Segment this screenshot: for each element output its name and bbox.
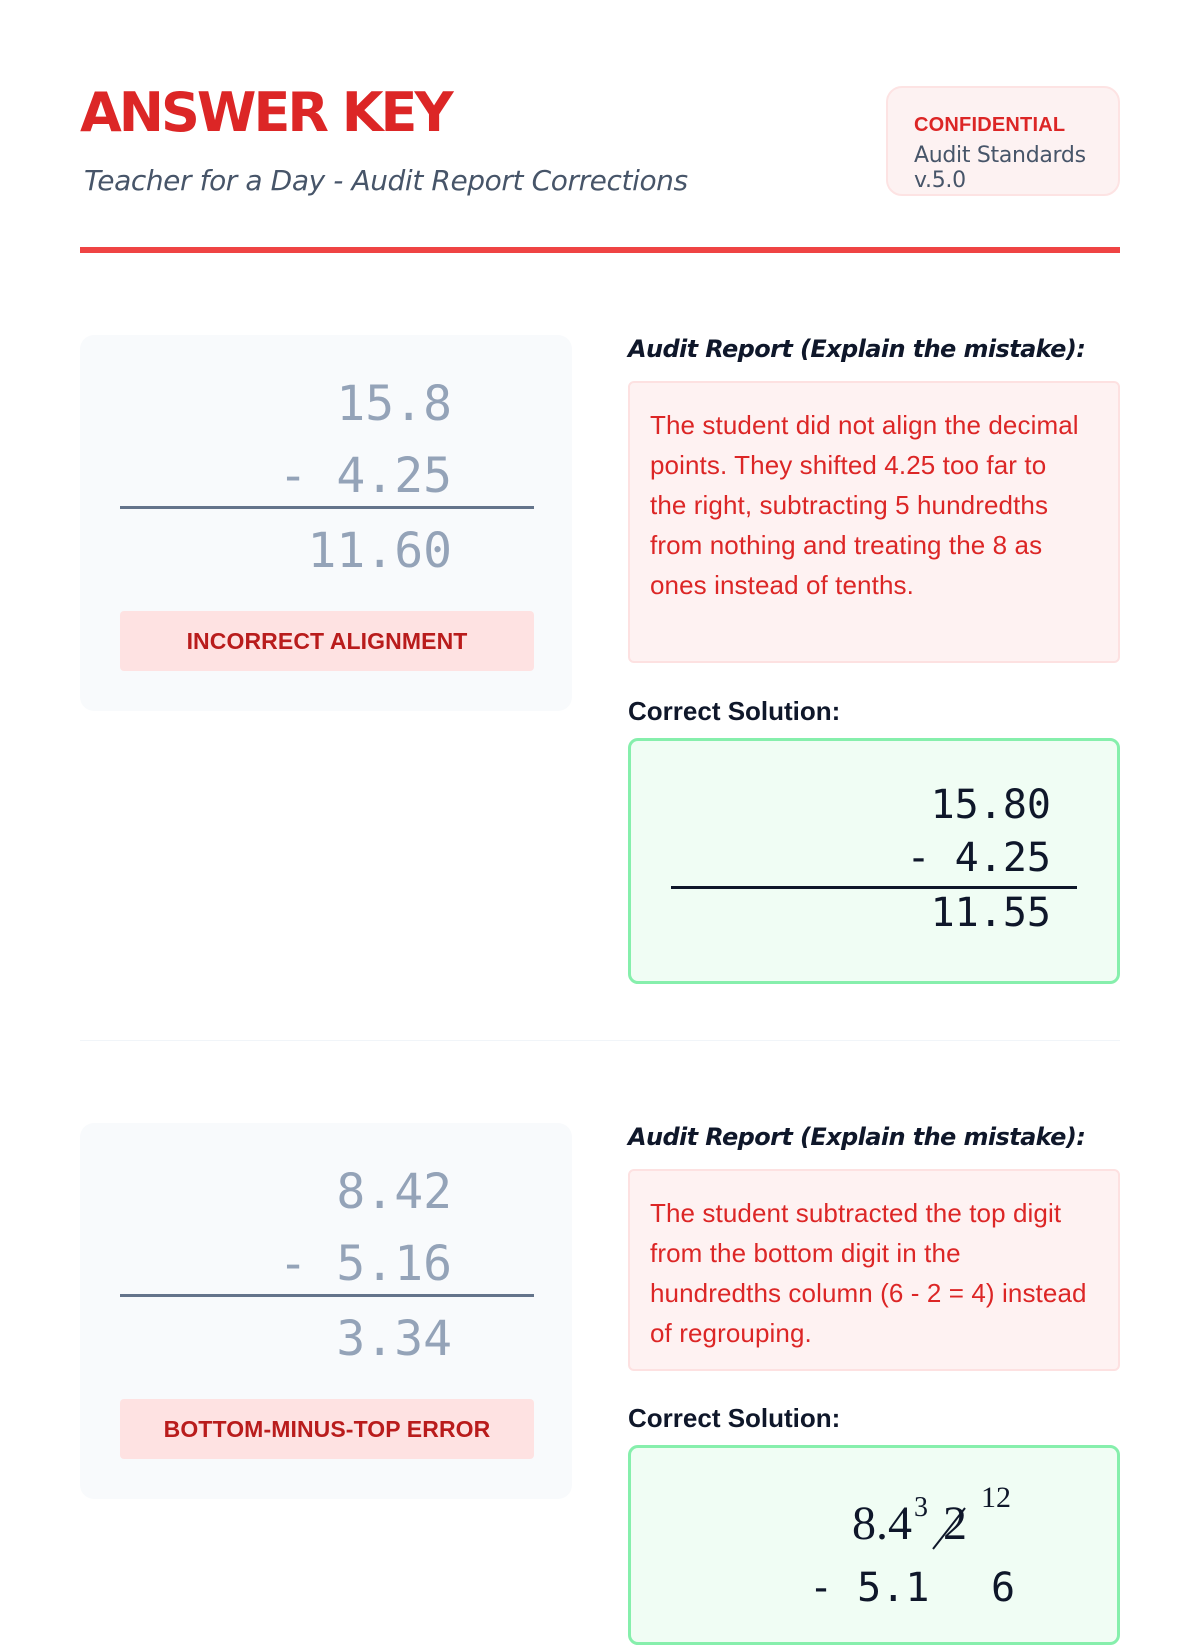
solution-bottom-number: - 4.25 [906,835,1051,881]
solution-top-number: 15.80 [930,782,1051,828]
student-answer: 11.60 [307,523,452,579]
page-subtitle: Teacher for a Day - Audit Report Corrections [84,164,688,197]
solution-bottom-number: - 5.1 [809,1565,930,1611]
correct-solution-box [628,1445,1120,1645]
student-answer-rule [120,506,534,509]
audit-report-box [628,1169,1120,1371]
confidential-badge [886,86,1120,196]
regroup-tenths-digit: 3 [914,1492,928,1523]
page-title: ANSWER KEY [80,81,451,144]
student-work-card [80,1123,572,1499]
audit-heading: Audit Report (Explain the mistake): [628,1123,1086,1151]
student-answer: 3.34 [336,1311,452,1367]
solution-heading: Correct Solution: [628,696,841,726]
page-header [80,80,1120,250]
audit-report-text: The student subtracted the top digit from the bottom digit in the hundredths column (6 - 2 = 4) instead of regrouping. [650,1198,1087,1348]
student-top-number: 15.8 [336,376,452,432]
audit-report-text: The student did not align the decimal points. They shifted 4.25 too far to the right, subtracting 5 hundredths from nothing and treating the 8 as ones instead of tenths. [650,410,1079,600]
student-bottom-number: - 4.25 [278,448,452,504]
audit-heading: Audit Report (Explain the mistake): [628,335,1086,363]
student-top-number: 8.42 [336,1164,452,1220]
problem-1 [80,335,1120,995]
solution-top-base: 8.4 [852,1497,912,1550]
error-tag: BOTTOM-MINUS-TOP ERROR [120,1399,534,1459]
crossed-out-digit: 2 [943,1497,967,1550]
solution-heading: Correct Solution: [628,1403,841,1433]
solution-answer: 11.55 [930,890,1051,936]
student-work-card [80,335,572,711]
solution-answer-rule [671,886,1077,889]
badge-version: Audit Standards v.5.0 [914,143,1086,193]
student-answer-rule [120,1294,534,1297]
problem-2 [80,1123,1120,1611]
section-divider [80,1040,1120,1041]
correct-solution-box [628,738,1120,984]
error-tag: INCORRECT ALIGNMENT [120,611,534,671]
solution-bottom-hundredths: 6 [991,1565,1016,1611]
audit-report-box [628,381,1120,663]
header-rule [80,247,1120,253]
regroup-hundredths-value: 12 [981,1481,1011,1514]
badge-label: CONFIDENTIAL [914,114,1066,136]
student-bottom-number: - 5.16 [278,1236,452,1292]
